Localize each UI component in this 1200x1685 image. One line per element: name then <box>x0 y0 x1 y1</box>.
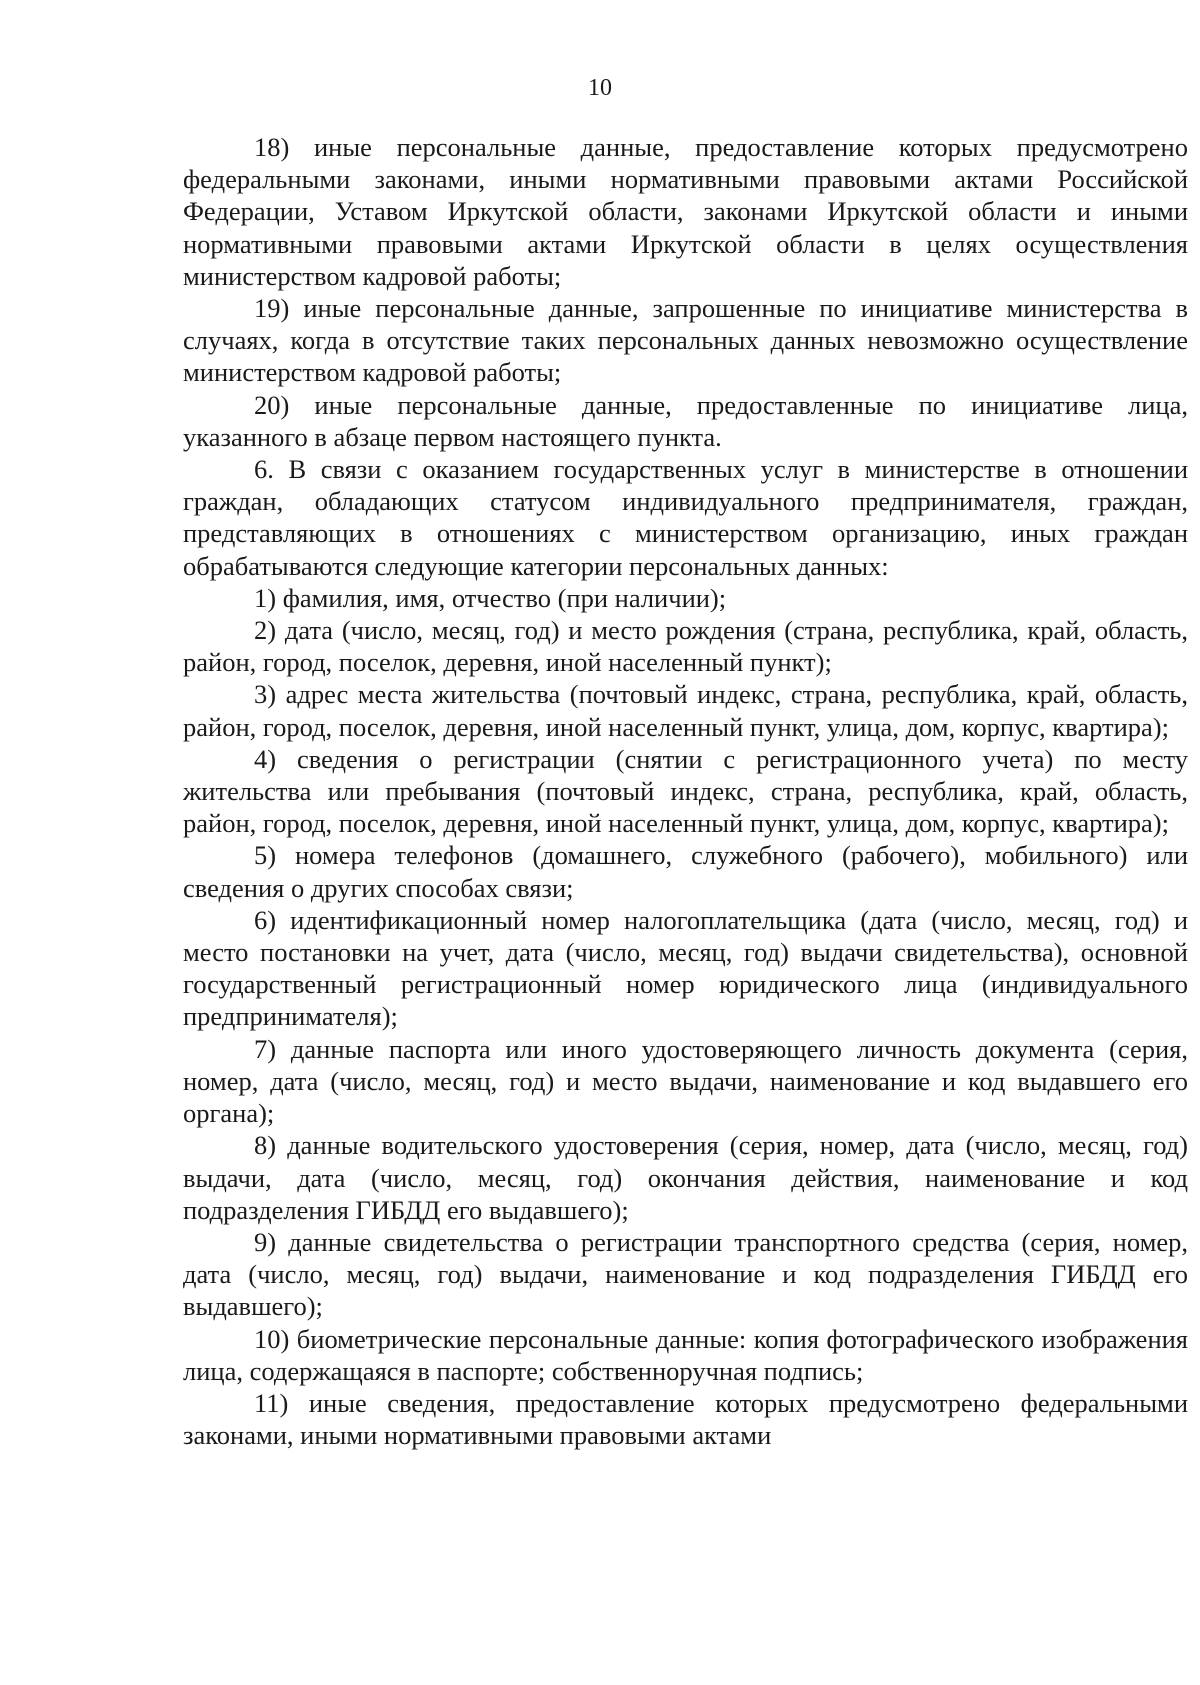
paragraph-item-4: 4) сведения о регистрации (снятии с регистрационного учета) по месту жительства или пребывания (почтовый индекс, страна, республика, край, область, район, город, поселок, деревня, иной населенный пункт, улица, дом, корпус, квартира); <box>183 743 1188 839</box>
document-body <box>183 131 1188 1451</box>
paragraph-clause-6: 6. В связи с оказанием государственных услуг в министерстве в отношении граждан, обладающих статусом индивидуального предпринимателя, граждан, представляющих в отношениях с министерством организацию, иных граждан обрабатываются следующие категории персональных данных: <box>183 454 1188 581</box>
paragraph-item-7: 7) данные паспорта или иного удостоверяющего личность документа (серия, номер, дата (число, месяц, год) и место выдачи, наименование и код выдавшего его органа); <box>183 1033 1188 1129</box>
paragraph-item-19: 19) иные персональные данные, запрошенные по инициативе министерства в случаях, когда в отсутствие таких персональных данных невозможно осуществление министерством кадровой работы; <box>183 293 1188 388</box>
paragraph-item-5: 5) номера телефонов (домашнего, служебного (рабочего), мобильного) или сведения о других способах связи; <box>183 840 1188 903</box>
paragraph-item-11: 11) иные сведения, предоставление которых предусмотрено федеральными законами, иными нормативными правовыми актами <box>183 1387 1188 1451</box>
page-number: 10 <box>588 75 612 101</box>
paragraph-item-8: 8) данные водительского удостоверения (серия, номер, дата (число, месяц, год) выдачи, дата (число, месяц, год) окончания действия, наименование и код подразделения ГИБДД его выдавшего); <box>183 1130 1188 1225</box>
paragraph-item-10: 10) биометрические персональные данные: копия фотографического изображения лица, содержащаяся в паспорте; собственноручная подпись; <box>183 1323 1188 1386</box>
paragraph-item-6: 6) идентификационный номер налогоплательщика (дата (число, месяц, год) и место постановки на учет, дата (число, месяц, год) выдачи свидетельства), основной государственный регистрационный номер юридического лица (индивидуального предпринимателя); <box>183 904 1188 1032</box>
paragraph-item-9: 9) данные свидетельства о регистрации транспортного средства (серия, номер, дата (число, месяц, год) выдачи, наименование и код подразделения ГИБДД его выдавшего); <box>183 1226 1188 1322</box>
paragraph-item-3: 3) адрес места жительства (почтовый индекс, страна, республика, край, область, район, город, поселок, деревня, иной населенный пункт, улица, дом, корпус, квартира); <box>183 679 1188 742</box>
paragraph-item-20: 20) иные персональные данные, предоставленные по инициативе лица, указанного в абзаце первом настоящего пункта. <box>183 389 1188 452</box>
paragraph-item-18: 18) иные персональные данные, предоставление которых предусмотрено федеральными законами, иными нормативными правовыми актами Российской Федерации, Уставом Иркутской области, законами Иркутской области и иными нормативными правовыми актами Иркутской области в целях осуществления министерством кадровой работы; <box>183 132 1188 291</box>
paragraph-item-1: 1) фамилия, имя, отчество (при наличии); <box>254 582 727 613</box>
paragraph-item-2: 2) дата (число, месяц, год) и место рождения (страна, республика, край, область, район, город, поселок, деревня, иной населенный пункт); <box>183 615 1188 678</box>
